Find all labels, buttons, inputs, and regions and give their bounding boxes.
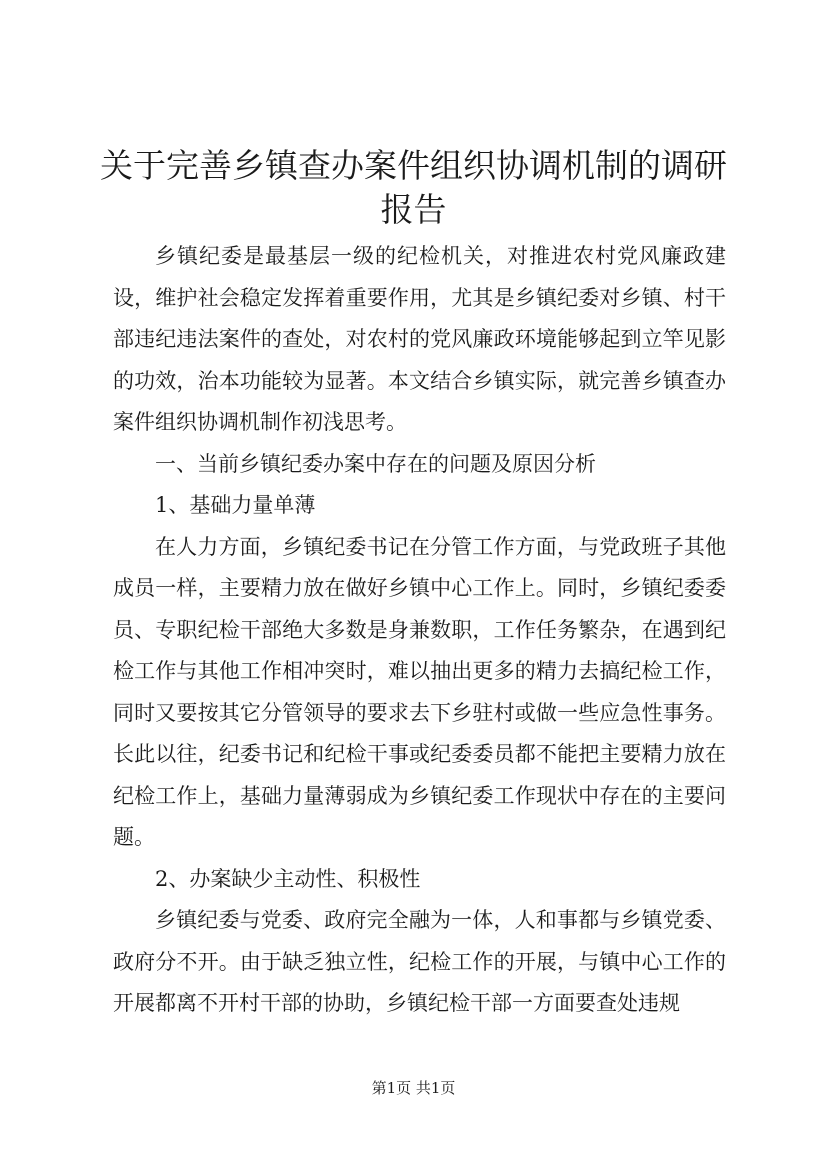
body-paragraph-2: 乡镇纪委与党委、政府完全融为一体，人和事都与乡镇党委、政府分不开。由于缺乏独立性，纪检工作的开展，与镇中心工作的开展都离不开村干部的协助，乡镇纪检干部一方面要查处违规 <box>113 908 726 1015</box>
subsection-heading-1: 1、基础力量单薄 <box>155 493 316 517</box>
section-heading-1: 一、当前乡镇纪委办案中存在的问题及原因分析 <box>155 451 596 476</box>
document-body <box>113 236 726 1025</box>
document-title: 关于完善乡镇查办案件组织协调机制的调研报告 <box>100 146 727 229</box>
intro-paragraph: 乡镇纪委是最基层一级的纪检机关，对推进农村党风廉政建设，维护社会稳定发挥着重要作用，尤其是乡镇纪委对乡镇、村干部违纪违法案件的查处，对农村的党风廉政环境能够起到立竿见影的功效，治本功能较为显著。本文结合乡镇实际，就完善乡镇查办案件组织协调机制作初浅思考。 <box>113 244 726 434</box>
body-paragraph-1: 在人力方面，乡镇纪委书记在分管工作方面，与党政班子其他成员一样，主要精力放在做好乡镇中心工作上。同时，乡镇纪委委员、专职纪检干部绝大多数是身兼数职，工作任务繁杂，在遇到纪检工作与其他工作相冲突时，难以抽出更多的精力去搞纪检工作，同时又要按其它分管领导的要求去下乡驻村或做一些应急性事务。长此以往，纪委书记和纪检干事或纪委委员都不能把主要精力放在纪检工作上，基础力量薄弱成为乡镇纪委工作现状中存在的主要问题。 <box>113 534 726 849</box>
subsection-heading-2: 2、办案缺少主动性、积极性 <box>155 866 421 891</box>
page-footer: 第1页 共1页 <box>371 1079 456 1097</box>
